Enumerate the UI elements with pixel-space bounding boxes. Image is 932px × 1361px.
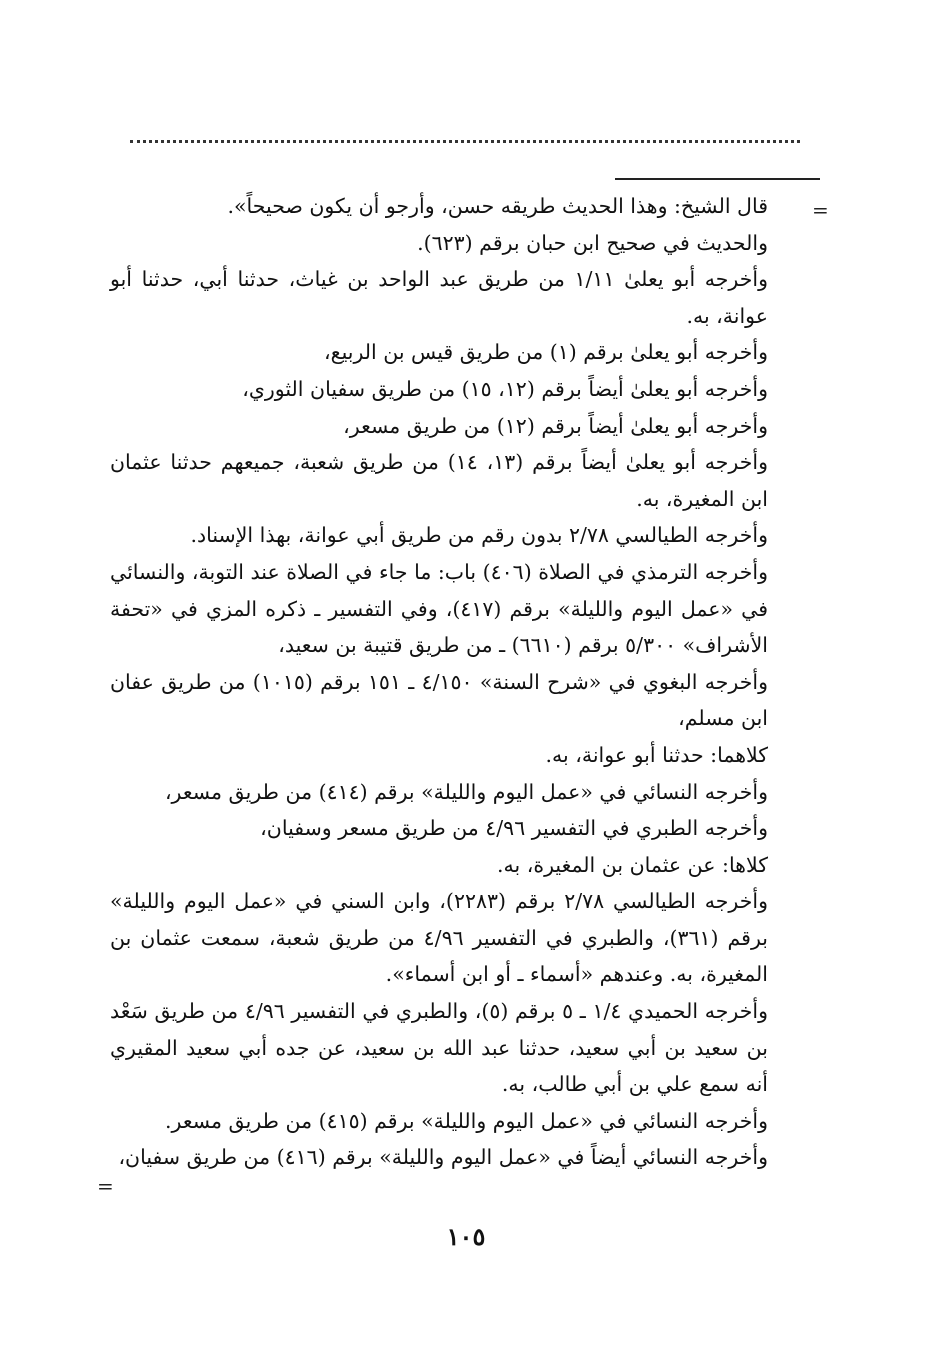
footnote-paragraph: كلاهما: حدثنا أبو عوانة، به. [545, 742, 768, 767]
footnote-paragraph: وأخرجه البغوي في «شرح السنة» ٤/١٥٠ ـ ١٥١ برقم (١٠١٥) من طريق عفان ابن مسلم، [110, 669, 769, 731]
footnote-paragraph: وأخرجه الطيالسي ٢/٧٨ برقم (٢٢٨٣)، وابن السني في «عمل اليوم والليلة» برقم (٣٦١)، والطبري في التفسير ٤/٩٦ من طريق شعبة، سمعت عثمان بن المغيرة، به. وعندهم «أسماء ـ أو ابن أسماء». [110, 889, 768, 987]
footnote-paragraph: وأخرجه النسائي أيضاً في «عمل اليوم والليلة» برقم (٤١٦) من طريق سفيان، [118, 1145, 768, 1170]
footnote-block [110, 188, 798, 1176]
footnote-paragraph: وأخرجه أبو يعلىٰ أيضاً برقم (١٢، ١٥) من طريق سفيان الثوري، [242, 376, 768, 401]
footnote-paragraph: وأخرجه الطيالسي ٢/٧٨ بدون رقم من طريق أبي عوانة، بهذا الإسناد. [190, 523, 768, 548]
continuation-mark-bottom: = [97, 1174, 114, 1198]
footnote-paragraph: قال الشيخ: وهذا الحديث طريقه حسن، وأرجو أن يكون صحيحاً». [227, 194, 768, 218]
footnote-rule [615, 178, 820, 180]
footnote-paragraph: وأخرجه أبو يعلىٰ أيضاً برقم (١٣، ١٤) من طريق شعبة، جميعهم حدثنا عثمان ابن المغيرة، به. [110, 450, 768, 511]
footnote-paragraph: والحديث في صحيح ابن حبان برقم (٦٢٣). [417, 230, 768, 255]
footnote-paragraph: وأخرجه أبو يعلىٰ ١/١١ من طريق عبد الواحد بن غياث، حدثنا أبي، حدثنا أبو عوانة، به. [110, 267, 768, 328]
footnote-paragraph: وأخرجه الترمذي في الصلاة (٤٠٦) باب: ما جاء في الصلاة عند التوبة، والنسائي في «عمل اليوم والليلة» برقم (٤١٧)، وفي التفسير ـ ذكره المزي في «تحفة الأشراف» ٥/٣٠٠ برقم (٦٦١٠) ـ من طريق قتيبة بن سعيد، [110, 559, 769, 658]
footnote-paragraph: وأخرجه الحميدي ١/٤ ـ ٥ برقم (٥)، والطبري في التفسير ٤/٩٦ من طريق سَعْد بن سعيد بن أبي سعيد، حدثنا عبد الله بن سعيد، عن جده أبي سعيد المقيري أنه سمع علي بن أبي طالب، به. [110, 999, 768, 1097]
footnote-paragraph: وأخرجه أبو يعلىٰ برقم (١) من طريق قيس بن الربيع، [324, 340, 768, 365]
dotted-separator [130, 140, 800, 143]
page-number: ١٠٥ [446, 1222, 486, 1251]
footnote-paragraph: وأخرجه أبو يعلىٰ أيضاً برقم (١٢) من طريق مسعر، [343, 413, 768, 438]
footnote-paragraph: وأخرجه النسائي في «عمل اليوم والليلة» برقم (٤١٤) من طريق مسعر، [164, 779, 768, 804]
continuation-mark-top: = [812, 198, 829, 222]
footnote-paragraph: وأخرجه النسائي في «عمل اليوم والليلة» برقم (٤١٥) من طريق مسعر. [165, 1108, 768, 1133]
footnote-paragraph: وأخرجه الطبري في التفسير ٤/٩٦ من طريق مسعر وسفيان، [260, 816, 768, 841]
footnote-paragraph: كلاها: عن عثمان بن المغيرة، به. [496, 852, 768, 877]
